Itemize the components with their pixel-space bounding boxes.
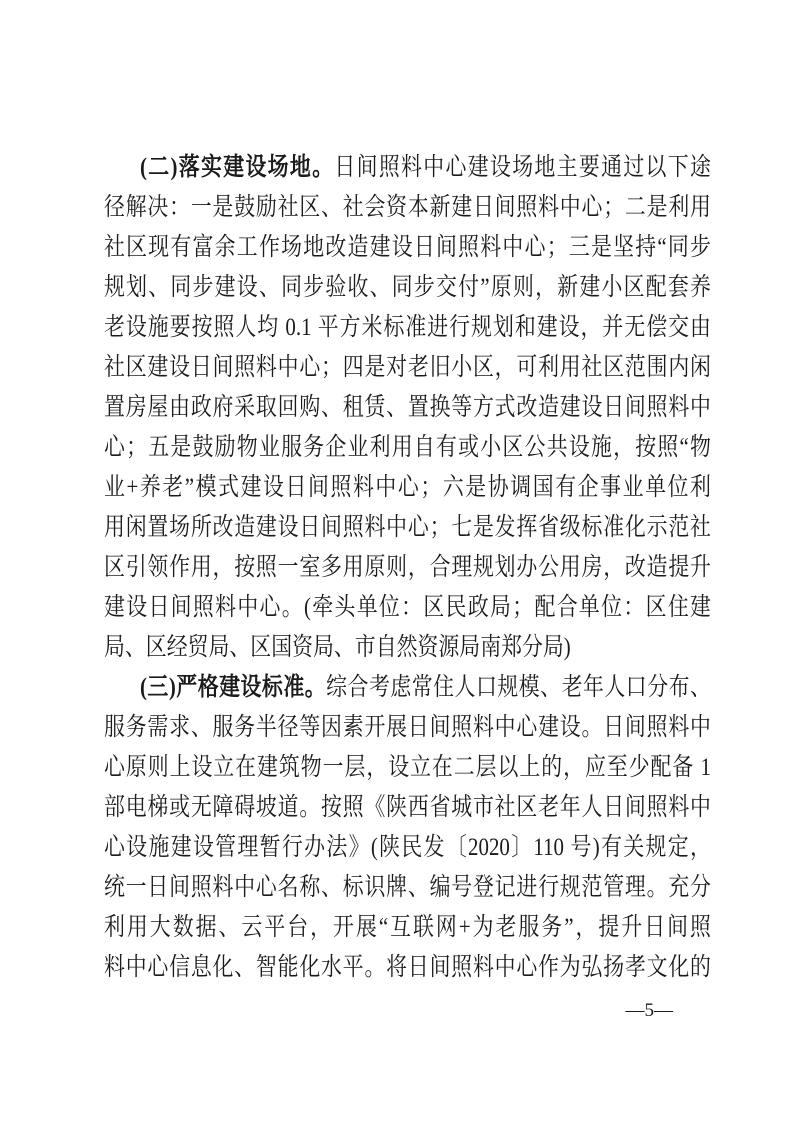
text-line <box>104 668 711 708</box>
body-text: 置房屋由政府采取回购、租赁、置换等方式改造建设日间照料中 <box>104 394 711 421</box>
text-line <box>104 708 711 748</box>
text-line <box>104 788 711 828</box>
text-line <box>104 508 711 548</box>
section-heading-text: (三)严格建设标准。 <box>139 674 327 701</box>
text-line <box>104 908 711 948</box>
text-line <box>104 548 711 588</box>
text-line <box>104 588 711 628</box>
text-line <box>104 228 711 268</box>
body-text: 心原则上设立在建筑物一层，设立在二层以上的，应至少配备 1 <box>104 754 711 781</box>
text-line <box>104 148 711 188</box>
body-text: 建设日间照料中心。(牵头单位：区民政局；配合单位：区住建 <box>104 594 711 621</box>
text-line <box>104 188 711 228</box>
body-text: 统一日间照料中心名称、标识牌、编号登记进行规范管理。充分 <box>104 874 711 901</box>
body-text: 社区建设日间照料中心；四是对老旧小区，可利用社区范围内闲 <box>104 354 711 381</box>
body-text: 用闲置场所改造建设日间照料中心；七是发挥省级标准化示范社 <box>104 514 711 541</box>
body-text: 部电梯或无障碍坡道。按照《陕西省城市社区老年人日间照料中 <box>104 794 711 821</box>
section-heading-text: (二)落实建设场地。 <box>139 154 335 181</box>
page-number: —5— <box>625 1000 673 1021</box>
text-line <box>104 468 711 508</box>
body-text: 老设施要按照人均 0.1 平方米标准进行规划和建设，并无偿交由 <box>104 314 711 341</box>
text-line <box>104 828 711 868</box>
body-text: 利用大数据、云平台，开展“互联网+为老服务”，提升日间照 <box>104 914 711 941</box>
body-text: 规划、同步建设、同步验收、同步交付”原则，新建小区配套养 <box>104 274 711 301</box>
body-text: 局、区经贸局、区国资局、市自然资源局南郑分局) <box>104 634 571 661</box>
text-line <box>104 268 711 308</box>
text-block <box>104 148 711 988</box>
body-text: 径解决：一是鼓励社区、社会资本新建日间照料中心；二是利用 <box>104 194 711 221</box>
text-line <box>104 628 711 668</box>
text-line <box>104 308 711 348</box>
body-text: 服务需求、服务半径等因素开展日间照料中心建设。日间照料中 <box>104 714 711 741</box>
body-text: 业+养老”模式建设日间照料中心；六是协调国有企事业单位利 <box>104 474 711 501</box>
body-text: 综合考虑常住人口规模、老年人口分布、 <box>326 674 711 701</box>
text-line <box>104 388 711 428</box>
text-line <box>104 948 711 988</box>
body-text: 日间照料中心建设场地主要通过以下途 <box>334 154 711 181</box>
text-line <box>104 748 711 788</box>
text-line <box>104 868 711 908</box>
body-text: 社区现有富余工作场地改造建设日间照料中心；三是坚持“同步 <box>104 234 711 261</box>
body-text: 心；五是鼓励物业服务企业利用自有或小区公共设施，按照“物 <box>104 434 711 461</box>
text-line <box>104 348 711 388</box>
body-text: 料中心信息化、智能化水平。将日间照料中心作为弘扬孝文化的 <box>104 954 711 981</box>
body-text: 区引领作用，按照一室多用原则，合理规划办公用房，改造提升 <box>104 554 711 581</box>
body-text: 心设施建设管理暂行办法》(陕民发〔2020〕110 号)有关规定， <box>104 834 711 861</box>
text-line <box>104 428 711 468</box>
